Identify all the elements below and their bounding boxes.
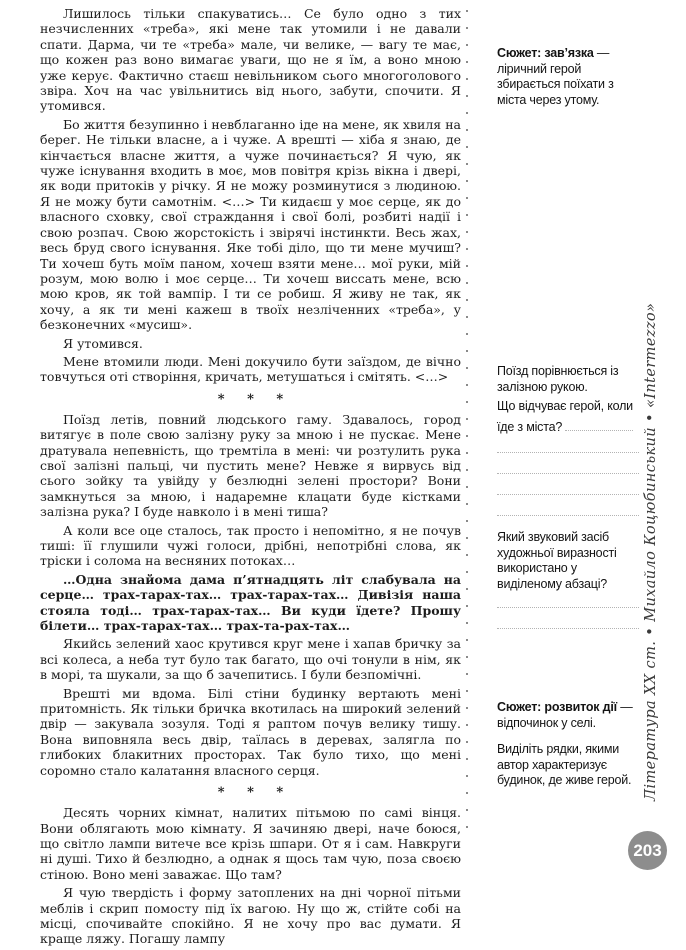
answer-line (497, 452, 639, 453)
margin-note-plot-development (497, 700, 643, 731)
page-number-badge: 203 (628, 831, 667, 870)
paragraph: Десять чорних кімнат, налитих пітьмою по самі вінця. Вони облягають мою кімнату. Я зачиняю двері, наче боюся, що світло лампи витече все крізь шпари. От я і сам. Навкруги ні душі. Тихо й безлюдно, а однак я щось там чую, поза своєю стіною. Воно мені заважає. Що там? (40, 805, 461, 882)
margin-divider-dotted-rule (466, 10, 468, 838)
margin-question-leaving-city (497, 396, 643, 438)
answer-line (497, 494, 639, 495)
answer-line (565, 420, 633, 431)
paragraph: А коли все оце сталось, так просто і непомітно, я не почув тиші: її глушили чужі голоси, дрібні, непотрібні слова, як тріски і солома на весняних потоках… (40, 522, 461, 569)
paragraph: Мене втомили люди. Мені докучило бути заїздом, де вічно товчуться оті створіння, кричать, метушаться і смітять. <…> (40, 353, 461, 385)
answer-line (497, 607, 639, 608)
margin-notes-column (497, 0, 645, 876)
paragraph: Лишилось тільки спакуватись… Се було одно з тих незчисленних «треба», які мене так утомили і не давали спати. Дарма, чи те «треба» мале, чи велике, — вагу те має, що кожен раз воно вимагає уваги, що не я їм, а воно мною уже керує. Фактично стаєш невільником сього многоголового звіра. Хоч на час увільнитись від нього, забути, спочити. Я утомився. (40, 6, 461, 114)
margin-note-text: — відпочинок у селі. (497, 700, 633, 730)
chapter-ribbon-vertical: Література XX ст. • Михайло Коцюбинський • «Intermezzo» (643, 302, 659, 801)
main-text-column (40, 6, 461, 950)
margin-question-sound-device: Який звуковий засіб художньої виразності використано у виділеному абзаці? (497, 530, 617, 591)
answer-line (497, 628, 639, 629)
paragraph: Бо життя безупинно і невблаганно іде на мене, як хвиля на берег. Не тільки власне, а і чуже. А врешті — хіба я знаю, де кінчається власне життя, а чуже починається? Я чую, як чуже існування входить в моє, мов повітря крізь вікна і двері, як води притоків у річку. Я не можу розминутися з людиною. Я не можу бути самотнім. <…> Ти кидаєш у моє серце, як до власного сховку, свої страждання і свої болі, розбиті надії і свою розпач. Свою жорстокість і звірячі інстинкти. Весь жах, весь бруд свого існування. Яке тобі діло, що ти мене мучиш? Ти хочеш буть моїм паном, хочеш взяти мене… мої руки, мій розум, мою волю і моє серце… Ти хочеш виссать мене, всю мою кров, як той вампір. І ти се робиш. Я живу не так, як хочу, а як ти мені кажеш в твоїх незліченних «треба», у безконечних «мусиш». (40, 116, 461, 333)
margin-note-lead: Сюжет: зав’язка (497, 46, 594, 60)
section-separator: * * * (217, 391, 293, 407)
paragraph: Я утомився. (63, 335, 143, 351)
margin-note-plot-exposition (497, 46, 643, 108)
paragraph: Якийсь зелений хаос крутився круг мене і хапав бричку за всі колеса, а неба тут було так багато, що очі тонули в нім, як в морі, та шукали, за що б зачепитись. І були безпомічні. (40, 636, 461, 683)
paragraph: Врешті ми вдома. Білі стіни будинку вертають мені притомність. Як тільки бричка вкотилась на широкий зелений двір — закувала зозуля. Тоді я раптом почув велику тишу. Вона виповняла весь двір, таїлась в деревах, залягла по глибоких блакитних просторах. Так було тихо, що мені соромно стало калатання власного серця. (40, 685, 461, 778)
answer-line (497, 515, 639, 516)
section-separator: * * * (217, 785, 293, 801)
margin-question-text: Що відчуває герой, коли їде з міста? (497, 399, 633, 434)
margin-task-highlight-lines: Виділіть рядки, якими автор характеризує будинок, де живе герой. (497, 742, 632, 787)
margin-note-train-comparison: Поїзд порівнюється із залізною рукою. (497, 364, 619, 394)
paragraph: Я чую твердість і форму затоплених на дні чорної пітьми меблів і скрип помосту під їх вагою. Ну що ж, стійте собі на місці, спочивайте спокійно. Я не хочу про вас думати. Я краще ляжу. Погашу лампу (40, 885, 461, 947)
margin-note-lead: Сюжет: розвиток дії (497, 700, 617, 714)
answer-line (497, 473, 639, 474)
paragraph: Поїзд летів, повний людського гаму. Здавалось, город витягує в поле свою залізну руку за мною і не пускає. Мене дратувала непевність, що тремтіла в мені: чи розтулить рука свої залізні пальці, чи пустить мене? Невже я вирвусь від сього зойку та увійду у безлюдні зелені простори? Вони замкнуться за мною, і надаремне клацати буде кістками залізна рука? І буде навколо і в мені тиша? (40, 411, 461, 520)
margin-note-text: — ліричний герой збирається поїхати з міста через утому. (497, 46, 614, 107)
paragraph-highlighted: …Одна знайома дама п’ятнадцять літ слабувала на серце… трах-тарах-тах… трах-тарах-тах… Дивізія наша стояла тоді… трах-тарах-тах… Ви куди їдете? Прошу білети… трах-тарах-тах… трах-та-рах-тах… (40, 571, 461, 634)
